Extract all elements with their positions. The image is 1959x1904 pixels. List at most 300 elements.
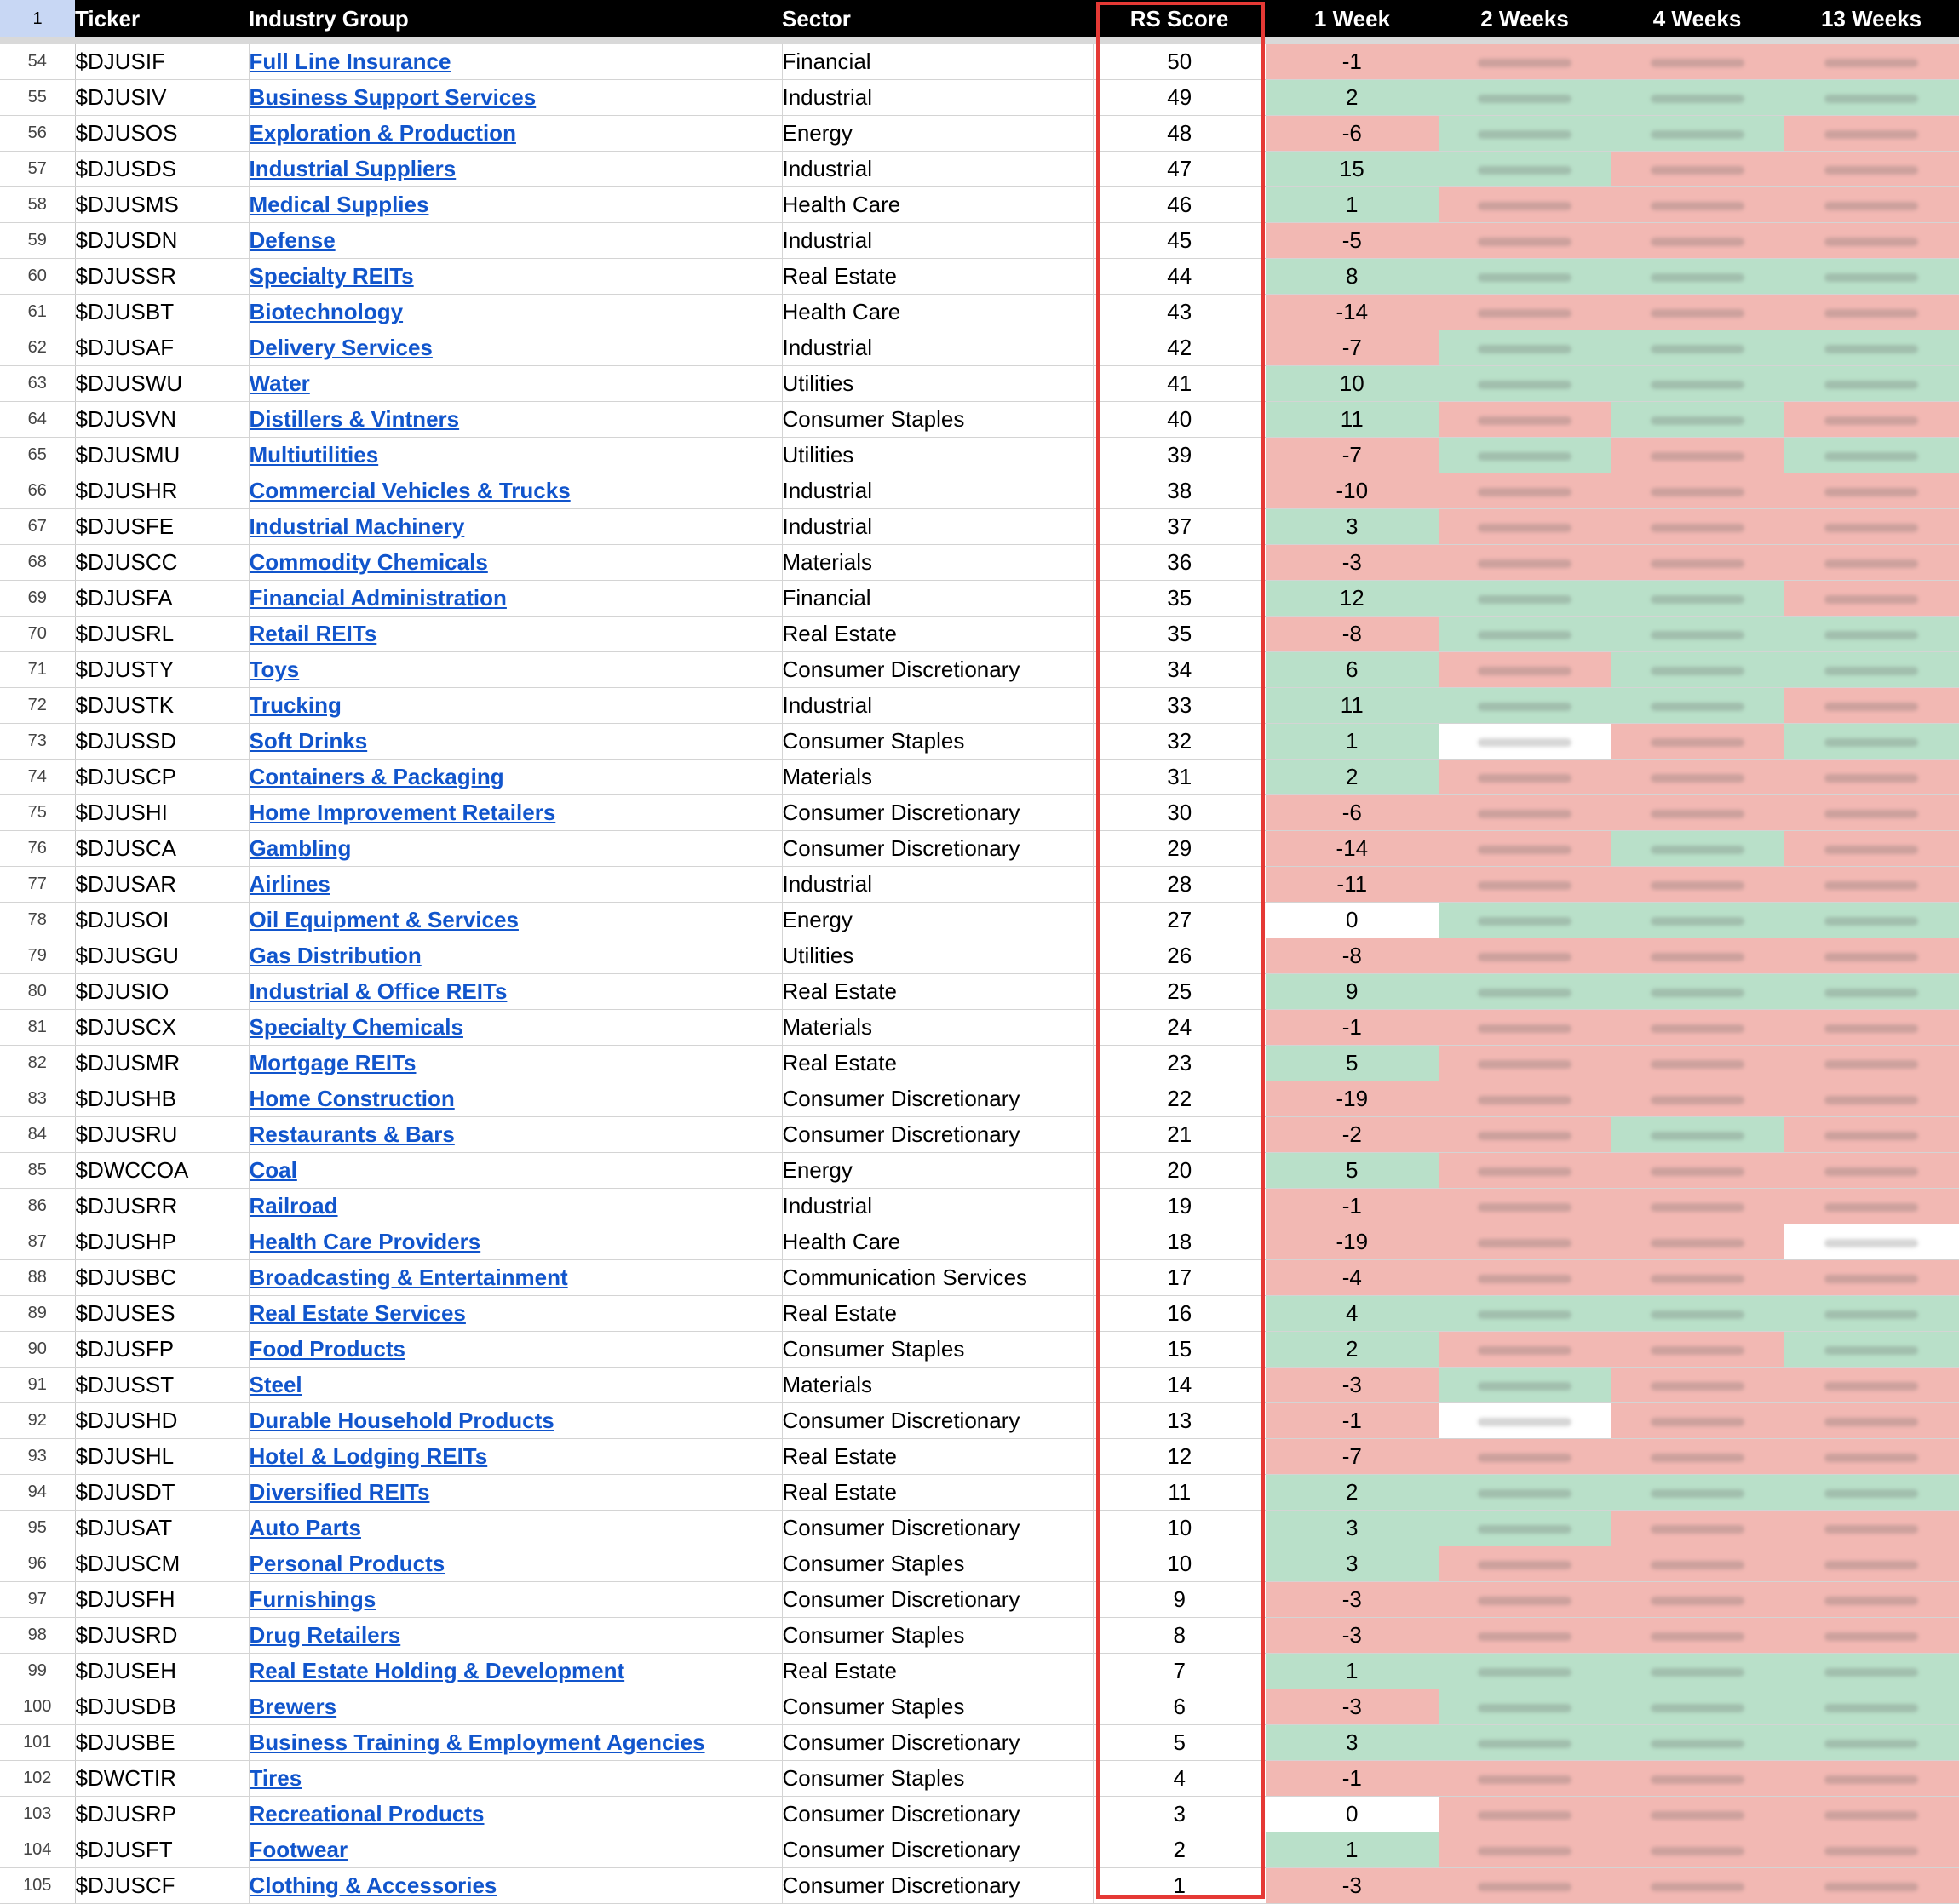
week2-change-cell[interactable] bbox=[1439, 473, 1611, 509]
table-row[interactable] bbox=[0, 223, 1959, 259]
rs-score-cell[interactable]: 10 bbox=[1093, 1511, 1266, 1546]
sector-cell[interactable]: Health Care bbox=[782, 295, 1093, 330]
industry-group-link[interactable]: Furnishings bbox=[249, 1586, 376, 1612]
week13-change-cell[interactable] bbox=[1784, 1081, 1959, 1117]
industry-group-link[interactable]: Distillers & Vintners bbox=[249, 406, 460, 432]
week1-change-cell[interactable]: -10 bbox=[1266, 473, 1439, 509]
sector-cell[interactable]: Industrial bbox=[782, 473, 1093, 509]
industry-group-cell[interactable] bbox=[249, 760, 782, 795]
sector-cell[interactable]: Materials bbox=[782, 545, 1093, 581]
week13-change-cell[interactable] bbox=[1784, 1224, 1959, 1260]
week1-change-cell[interactable]: 11 bbox=[1266, 688, 1439, 724]
industry-group-column-header[interactable]: Industry Group bbox=[249, 0, 782, 41]
rs-score-cell[interactable]: 18 bbox=[1093, 1224, 1266, 1260]
row-number[interactable]: 88 bbox=[0, 1260, 75, 1296]
sector-cell[interactable]: Industrial bbox=[782, 867, 1093, 903]
week13-change-cell[interactable] bbox=[1784, 1260, 1959, 1296]
week13-change-cell[interactable] bbox=[1784, 1117, 1959, 1153]
ticker-cell[interactable]: $DJUSST bbox=[75, 1368, 249, 1403]
industry-group-link[interactable]: Coal bbox=[249, 1157, 297, 1183]
ticker-cell[interactable]: $DJUSAT bbox=[75, 1511, 249, 1546]
week2-change-cell[interactable] bbox=[1439, 1546, 1611, 1582]
industry-group-cell[interactable] bbox=[249, 724, 782, 760]
week1-change-cell[interactable]: 4 bbox=[1266, 1296, 1439, 1332]
week4-change-cell[interactable] bbox=[1611, 509, 1784, 545]
week4-change-cell[interactable] bbox=[1611, 1868, 1784, 1904]
week4-change-cell[interactable] bbox=[1611, 1189, 1784, 1224]
week2-change-cell[interactable] bbox=[1439, 223, 1611, 259]
table-row[interactable] bbox=[0, 473, 1959, 509]
week4-change-cell[interactable] bbox=[1611, 1725, 1784, 1761]
ticker-cell[interactable]: $DJUSTK bbox=[75, 688, 249, 724]
week13-change-cell[interactable] bbox=[1784, 1654, 1959, 1689]
industry-group-cell[interactable] bbox=[249, 1832, 782, 1868]
industry-group-link[interactable]: Containers & Packaging bbox=[249, 764, 504, 789]
sector-cell[interactable]: Consumer Staples bbox=[782, 724, 1093, 760]
sector-cell[interactable]: Real Estate bbox=[782, 1475, 1093, 1511]
table-row[interactable] bbox=[0, 1582, 1959, 1618]
week4-change-cell[interactable] bbox=[1611, 1153, 1784, 1189]
rs-score-cell[interactable]: 29 bbox=[1093, 831, 1266, 867]
week2-change-cell[interactable] bbox=[1439, 152, 1611, 187]
ticker-cell[interactable]: $DJUSAR bbox=[75, 867, 249, 903]
industry-group-cell[interactable] bbox=[249, 1761, 782, 1797]
row-number[interactable]: 87 bbox=[0, 1224, 75, 1260]
industry-group-link[interactable]: Hotel & Lodging REITs bbox=[249, 1443, 488, 1469]
week1-change-cell[interactable]: 5 bbox=[1266, 1046, 1439, 1081]
week2-change-cell[interactable] bbox=[1439, 688, 1611, 724]
row-number[interactable]: 96 bbox=[0, 1546, 75, 1582]
week2-change-cell[interactable] bbox=[1439, 1725, 1611, 1761]
ticker-cell[interactable]: $DJUSFA bbox=[75, 581, 249, 617]
ticker-cell[interactable]: $DJUSRU bbox=[75, 1117, 249, 1153]
ticker-cell[interactable]: $DJUSHB bbox=[75, 1081, 249, 1117]
industry-group-link[interactable]: Railroad bbox=[249, 1193, 338, 1219]
week2-change-cell[interactable] bbox=[1439, 1618, 1611, 1654]
rs-score-cell[interactable]: 38 bbox=[1093, 473, 1266, 509]
industry-group-cell[interactable] bbox=[249, 1332, 782, 1368]
sector-cell[interactable]: Consumer Discretionary bbox=[782, 1117, 1093, 1153]
sector-cell[interactable]: Financial bbox=[782, 581, 1093, 617]
rs-score-cell[interactable]: 36 bbox=[1093, 545, 1266, 581]
week2-change-cell[interactable] bbox=[1439, 938, 1611, 974]
week1-change-cell[interactable]: -6 bbox=[1266, 116, 1439, 152]
ticker-cell[interactable]: $DJUSCA bbox=[75, 831, 249, 867]
week4-change-cell[interactable] bbox=[1611, 41, 1784, 80]
week2-change-cell[interactable] bbox=[1439, 1153, 1611, 1189]
row-number[interactable]: 85 bbox=[0, 1153, 75, 1189]
rs-score-cell[interactable]: 7 bbox=[1093, 1654, 1266, 1689]
week4-change-cell[interactable] bbox=[1611, 295, 1784, 330]
table-row[interactable] bbox=[0, 366, 1959, 402]
row-number[interactable]: 103 bbox=[0, 1797, 75, 1832]
ticker-cell[interactable]: $DJUSCX bbox=[75, 1010, 249, 1046]
week4-change-cell[interactable] bbox=[1611, 545, 1784, 581]
ticker-cell[interactable]: $DJUSFH bbox=[75, 1582, 249, 1618]
industry-group-link[interactable]: Soft Drinks bbox=[249, 728, 368, 754]
week1-change-cell[interactable]: -8 bbox=[1266, 617, 1439, 652]
rs-score-cell[interactable]: 1 bbox=[1093, 1868, 1266, 1904]
table-row[interactable] bbox=[0, 1832, 1959, 1868]
table-row[interactable] bbox=[0, 80, 1959, 116]
row-number[interactable]: 105 bbox=[0, 1868, 75, 1904]
week1-change-cell[interactable]: 3 bbox=[1266, 509, 1439, 545]
table-row[interactable] bbox=[0, 259, 1959, 295]
industry-group-cell[interactable] bbox=[249, 1296, 782, 1332]
industry-group-cell[interactable] bbox=[249, 617, 782, 652]
industry-group-cell[interactable] bbox=[249, 688, 782, 724]
sector-cell[interactable]: Utilities bbox=[782, 366, 1093, 402]
rs-score-cell[interactable]: 27 bbox=[1093, 903, 1266, 938]
week4-change-cell[interactable] bbox=[1611, 1511, 1784, 1546]
row-number[interactable]: 75 bbox=[0, 795, 75, 831]
row-number[interactable]: 86 bbox=[0, 1189, 75, 1224]
sector-cell[interactable]: Energy bbox=[782, 903, 1093, 938]
week4-column-header[interactable]: 4 Weeks bbox=[1611, 0, 1784, 41]
week2-change-cell[interactable] bbox=[1439, 760, 1611, 795]
row-number[interactable]: 54 bbox=[0, 41, 75, 80]
rs-score-cell[interactable]: 35 bbox=[1093, 581, 1266, 617]
row-number[interactable]: 102 bbox=[0, 1761, 75, 1797]
week2-change-cell[interactable] bbox=[1439, 1654, 1611, 1689]
ticker-cell[interactable]: $DJUSIV bbox=[75, 80, 249, 116]
sector-cell[interactable]: Energy bbox=[782, 1153, 1093, 1189]
week1-change-cell[interactable]: -1 bbox=[1266, 1403, 1439, 1439]
rs-score-cell[interactable]: 41 bbox=[1093, 366, 1266, 402]
ticker-cell[interactable]: $DJUSDT bbox=[75, 1475, 249, 1511]
week13-change-cell[interactable] bbox=[1784, 724, 1959, 760]
industry-group-cell[interactable] bbox=[249, 974, 782, 1010]
sector-cell[interactable]: Real Estate bbox=[782, 1439, 1093, 1475]
row-number[interactable]: 84 bbox=[0, 1117, 75, 1153]
ticker-cell[interactable]: $DJUSGU bbox=[75, 938, 249, 974]
week4-change-cell[interactable] bbox=[1611, 1046, 1784, 1081]
row-number[interactable]: 80 bbox=[0, 974, 75, 1010]
week4-change-cell[interactable] bbox=[1611, 1832, 1784, 1868]
row-number[interactable]: 83 bbox=[0, 1081, 75, 1117]
ticker-cell[interactable]: $DJUSRD bbox=[75, 1618, 249, 1654]
ticker-cell[interactable]: $DJUSHP bbox=[75, 1224, 249, 1260]
sector-cell[interactable]: Industrial bbox=[782, 152, 1093, 187]
week1-change-cell[interactable]: 0 bbox=[1266, 903, 1439, 938]
rs-score-cell[interactable]: 26 bbox=[1093, 938, 1266, 974]
rs-score-cell[interactable]: 23 bbox=[1093, 1046, 1266, 1081]
table-row[interactable] bbox=[0, 795, 1959, 831]
sector-cell[interactable]: Energy bbox=[782, 116, 1093, 152]
week13-change-cell[interactable] bbox=[1784, 831, 1959, 867]
table-row[interactable] bbox=[0, 1081, 1959, 1117]
ticker-cell[interactable]: $DJUSFT bbox=[75, 1832, 249, 1868]
industry-group-cell[interactable] bbox=[249, 1689, 782, 1725]
industry-group-link[interactable]: Recreational Products bbox=[249, 1801, 485, 1827]
sector-cell[interactable]: Real Estate bbox=[782, 259, 1093, 295]
rs-score-cell[interactable]: 14 bbox=[1093, 1368, 1266, 1403]
week1-change-cell[interactable]: -14 bbox=[1266, 831, 1439, 867]
ticker-cell[interactable]: $DJUSFE bbox=[75, 509, 249, 545]
row-number[interactable]: 57 bbox=[0, 152, 75, 187]
week13-change-cell[interactable] bbox=[1784, 1511, 1959, 1546]
row-number[interactable]: 91 bbox=[0, 1368, 75, 1403]
week1-change-cell[interactable]: -3 bbox=[1266, 1368, 1439, 1403]
week13-change-cell[interactable] bbox=[1784, 1582, 1959, 1618]
industry-group-link[interactable]: Real Estate Services bbox=[249, 1300, 466, 1326]
ticker-cell[interactable]: $DWCCOA bbox=[75, 1153, 249, 1189]
week2-change-cell[interactable] bbox=[1439, 330, 1611, 366]
week4-change-cell[interactable] bbox=[1611, 903, 1784, 938]
industry-group-link[interactable]: Commodity Chemicals bbox=[249, 549, 488, 575]
rs-score-cell[interactable]: 37 bbox=[1093, 509, 1266, 545]
industry-group-link[interactable]: Diversified REITs bbox=[249, 1479, 430, 1505]
sector-cell[interactable]: Consumer Staples bbox=[782, 402, 1093, 438]
week4-change-cell[interactable] bbox=[1611, 330, 1784, 366]
ticker-column-header[interactable]: Ticker bbox=[75, 0, 249, 41]
row-number[interactable]: 61 bbox=[0, 295, 75, 330]
week2-change-cell[interactable] bbox=[1439, 1475, 1611, 1511]
table-row[interactable] bbox=[0, 402, 1959, 438]
industry-group-cell[interactable] bbox=[249, 187, 782, 223]
week13-change-cell[interactable] bbox=[1784, 1368, 1959, 1403]
week2-change-cell[interactable] bbox=[1439, 1511, 1611, 1546]
ticker-cell[interactable]: $DJUSHR bbox=[75, 473, 249, 509]
sector-cell[interactable]: Real Estate bbox=[782, 617, 1093, 652]
industry-group-cell[interactable] bbox=[249, 1010, 782, 1046]
rs-score-cell[interactable]: 48 bbox=[1093, 116, 1266, 152]
rs-score-cell[interactable]: 46 bbox=[1093, 187, 1266, 223]
industry-group-link[interactable]: Home Improvement Retailers bbox=[249, 800, 556, 825]
row-number[interactable]: 97 bbox=[0, 1582, 75, 1618]
industry-group-link[interactable]: Personal Products bbox=[249, 1551, 445, 1576]
week1-change-cell[interactable]: 0 bbox=[1266, 1797, 1439, 1832]
rs-score-cell[interactable]: 21 bbox=[1093, 1117, 1266, 1153]
week13-change-cell[interactable] bbox=[1784, 1010, 1959, 1046]
industry-group-link[interactable]: Gas Distribution bbox=[249, 943, 422, 968]
week4-change-cell[interactable] bbox=[1611, 1546, 1784, 1582]
week13-change-cell[interactable] bbox=[1784, 1439, 1959, 1475]
week2-change-cell[interactable] bbox=[1439, 116, 1611, 152]
sector-cell[interactable]: Consumer Discretionary bbox=[782, 1582, 1093, 1618]
week1-change-cell[interactable]: 8 bbox=[1266, 259, 1439, 295]
week13-change-cell[interactable] bbox=[1784, 41, 1959, 80]
week4-change-cell[interactable] bbox=[1611, 1224, 1784, 1260]
industry-group-cell[interactable] bbox=[249, 1582, 782, 1618]
week2-change-cell[interactable] bbox=[1439, 1260, 1611, 1296]
table-row[interactable] bbox=[0, 152, 1959, 187]
week13-change-cell[interactable] bbox=[1784, 1296, 1959, 1332]
industry-group-cell[interactable] bbox=[249, 1046, 782, 1081]
sector-cell[interactable]: Communication Services bbox=[782, 1260, 1093, 1296]
week2-change-cell[interactable] bbox=[1439, 1046, 1611, 1081]
industry-group-link[interactable]: Mortgage REITs bbox=[249, 1050, 417, 1075]
week13-change-cell[interactable] bbox=[1784, 366, 1959, 402]
industry-group-cell[interactable] bbox=[249, 1868, 782, 1904]
table-row[interactable] bbox=[0, 1046, 1959, 1081]
table-row[interactable] bbox=[0, 1546, 1959, 1582]
sector-cell[interactable]: Health Care bbox=[782, 187, 1093, 223]
week2-change-cell[interactable] bbox=[1439, 1296, 1611, 1332]
week2-change-cell[interactable] bbox=[1439, 867, 1611, 903]
week1-change-cell[interactable]: -6 bbox=[1266, 795, 1439, 831]
row-number[interactable]: 94 bbox=[0, 1475, 75, 1511]
week1-change-cell[interactable]: -3 bbox=[1266, 1868, 1439, 1904]
rs-score-cell[interactable]: 10 bbox=[1093, 1546, 1266, 1582]
week2-change-cell[interactable] bbox=[1439, 295, 1611, 330]
industry-group-link[interactable]: Food Products bbox=[249, 1336, 405, 1362]
week4-change-cell[interactable] bbox=[1611, 688, 1784, 724]
industry-group-cell[interactable] bbox=[249, 938, 782, 974]
rs-score-cell[interactable]: 16 bbox=[1093, 1296, 1266, 1332]
ticker-cell[interactable]: $DJUSOS bbox=[75, 116, 249, 152]
week1-change-cell[interactable]: 1 bbox=[1266, 187, 1439, 223]
week13-change-cell[interactable] bbox=[1784, 795, 1959, 831]
week13-change-cell[interactable] bbox=[1784, 1332, 1959, 1368]
ticker-cell[interactable]: $DJUSTY bbox=[75, 652, 249, 688]
rs-score-cell[interactable]: 25 bbox=[1093, 974, 1266, 1010]
week4-change-cell[interactable] bbox=[1611, 652, 1784, 688]
week4-change-cell[interactable] bbox=[1611, 1010, 1784, 1046]
week13-change-cell[interactable] bbox=[1784, 760, 1959, 795]
industry-group-cell[interactable] bbox=[249, 903, 782, 938]
industry-group-link[interactable]: Oil Equipment & Services bbox=[249, 907, 519, 932]
week1-change-cell[interactable]: 10 bbox=[1266, 366, 1439, 402]
table-row[interactable] bbox=[0, 1010, 1959, 1046]
week1-change-cell[interactable]: 1 bbox=[1266, 1832, 1439, 1868]
industry-group-cell[interactable] bbox=[249, 795, 782, 831]
table-row[interactable] bbox=[0, 1618, 1959, 1654]
rs-score-cell[interactable]: 15 bbox=[1093, 1332, 1266, 1368]
sector-cell[interactable]: Industrial bbox=[782, 1189, 1093, 1224]
industry-group-cell[interactable] bbox=[249, 652, 782, 688]
week13-change-cell[interactable] bbox=[1784, 581, 1959, 617]
week2-change-cell[interactable] bbox=[1439, 1582, 1611, 1618]
rs-score-cell[interactable]: 47 bbox=[1093, 152, 1266, 187]
sector-cell[interactable]: Consumer Staples bbox=[782, 1332, 1093, 1368]
row-number[interactable]: 58 bbox=[0, 187, 75, 223]
week4-change-cell[interactable] bbox=[1611, 795, 1784, 831]
week13-change-cell[interactable] bbox=[1784, 152, 1959, 187]
industry-group-cell[interactable] bbox=[249, 402, 782, 438]
week4-change-cell[interactable] bbox=[1611, 187, 1784, 223]
table-row[interactable] bbox=[0, 1797, 1959, 1832]
ticker-cell[interactable]: $DJUSVN bbox=[75, 402, 249, 438]
sector-cell[interactable]: Industrial bbox=[782, 330, 1093, 366]
industry-group-cell[interactable] bbox=[249, 259, 782, 295]
table-row[interactable] bbox=[0, 1761, 1959, 1797]
week2-change-cell[interactable] bbox=[1439, 1224, 1611, 1260]
rs-score-cell[interactable]: 9 bbox=[1093, 1582, 1266, 1618]
week1-change-cell[interactable]: 1 bbox=[1266, 1654, 1439, 1689]
week13-change-cell[interactable] bbox=[1784, 1797, 1959, 1832]
week1-change-cell[interactable]: -1 bbox=[1266, 41, 1439, 80]
week13-change-cell[interactable] bbox=[1784, 259, 1959, 295]
row-number[interactable]: 62 bbox=[0, 330, 75, 366]
sector-cell[interactable]: Industrial bbox=[782, 223, 1093, 259]
industry-group-link[interactable]: Clothing & Accessories bbox=[249, 1872, 497, 1898]
week4-change-cell[interactable] bbox=[1611, 581, 1784, 617]
week1-change-cell[interactable]: -4 bbox=[1266, 1260, 1439, 1296]
rs-score-cell[interactable]: 42 bbox=[1093, 330, 1266, 366]
row-number[interactable]: 82 bbox=[0, 1046, 75, 1081]
row-number[interactable]: 90 bbox=[0, 1332, 75, 1368]
industry-group-link[interactable]: Real Estate Holding & Development bbox=[249, 1658, 625, 1683]
table-row[interactable] bbox=[0, 760, 1959, 795]
ticker-cell[interactable]: $DJUSDN bbox=[75, 223, 249, 259]
week2-change-cell[interactable] bbox=[1439, 187, 1611, 223]
table-row[interactable] bbox=[0, 509, 1959, 545]
rs-score-cell[interactable]: 35 bbox=[1093, 617, 1266, 652]
week4-change-cell[interactable] bbox=[1611, 473, 1784, 509]
week1-change-cell[interactable]: -19 bbox=[1266, 1081, 1439, 1117]
industry-group-cell[interactable] bbox=[249, 1546, 782, 1582]
row-number[interactable]: 56 bbox=[0, 116, 75, 152]
industry-group-link[interactable]: Defense bbox=[249, 227, 336, 253]
week2-change-cell[interactable] bbox=[1439, 1010, 1611, 1046]
week13-change-cell[interactable] bbox=[1784, 1153, 1959, 1189]
rs-score-cell[interactable]: 30 bbox=[1093, 795, 1266, 831]
industry-group-cell[interactable] bbox=[249, 1260, 782, 1296]
sector-cell[interactable]: Consumer Discretionary bbox=[782, 1511, 1093, 1546]
row-number[interactable]: 93 bbox=[0, 1439, 75, 1475]
industry-group-link[interactable]: Industrial Suppliers bbox=[249, 156, 457, 181]
ticker-cell[interactable]: $DJUSCF bbox=[75, 1868, 249, 1904]
sector-cell[interactable]: Health Care bbox=[782, 1224, 1093, 1260]
industry-group-link[interactable]: Medical Supplies bbox=[249, 192, 429, 217]
industry-group-link[interactable]: Financial Administration bbox=[249, 585, 507, 611]
rs-score-cell[interactable]: 22 bbox=[1093, 1081, 1266, 1117]
industry-group-link[interactable]: Biotechnology bbox=[249, 299, 404, 324]
week2-change-cell[interactable] bbox=[1439, 1403, 1611, 1439]
week1-change-cell[interactable]: -1 bbox=[1266, 1010, 1439, 1046]
sector-cell[interactable]: Industrial bbox=[782, 688, 1093, 724]
row-number[interactable]: 77 bbox=[0, 867, 75, 903]
industry-group-link[interactable]: Tires bbox=[249, 1765, 302, 1791]
rs-score-column-header[interactable]: RS Score bbox=[1093, 0, 1266, 41]
week2-change-cell[interactable] bbox=[1439, 41, 1611, 80]
table-row[interactable] bbox=[0, 652, 1959, 688]
week2-change-cell[interactable] bbox=[1439, 1439, 1611, 1475]
industry-group-link[interactable]: Steel bbox=[249, 1372, 302, 1397]
industry-group-cell[interactable] bbox=[249, 116, 782, 152]
table-row[interactable] bbox=[0, 581, 1959, 617]
week1-change-cell[interactable]: 2 bbox=[1266, 1332, 1439, 1368]
row-number[interactable]: 63 bbox=[0, 366, 75, 402]
rs-score-cell[interactable]: 5 bbox=[1093, 1725, 1266, 1761]
row-number[interactable]: 79 bbox=[0, 938, 75, 974]
week1-change-cell[interactable]: 2 bbox=[1266, 1475, 1439, 1511]
table-row[interactable] bbox=[0, 41, 1959, 80]
industry-group-cell[interactable] bbox=[249, 80, 782, 116]
week4-change-cell[interactable] bbox=[1611, 1296, 1784, 1332]
week1-change-cell[interactable]: 2 bbox=[1266, 760, 1439, 795]
week13-change-cell[interactable] bbox=[1784, 80, 1959, 116]
industry-group-link[interactable]: Business Support Services bbox=[249, 84, 537, 110]
industry-group-cell[interactable] bbox=[249, 1117, 782, 1153]
week1-change-cell[interactable]: -3 bbox=[1266, 1618, 1439, 1654]
week4-change-cell[interactable] bbox=[1611, 152, 1784, 187]
ticker-cell[interactable]: $DJUSBC bbox=[75, 1260, 249, 1296]
table-row[interactable] bbox=[0, 1403, 1959, 1439]
table-row[interactable] bbox=[0, 1368, 1959, 1403]
week4-change-cell[interactable] bbox=[1611, 1117, 1784, 1153]
week1-change-cell[interactable]: -1 bbox=[1266, 1761, 1439, 1797]
industry-group-cell[interactable] bbox=[249, 295, 782, 330]
week2-change-cell[interactable] bbox=[1439, 652, 1611, 688]
rs-score-cell[interactable]: 20 bbox=[1093, 1153, 1266, 1189]
row-number[interactable]: 92 bbox=[0, 1403, 75, 1439]
week1-change-cell[interactable]: 15 bbox=[1266, 152, 1439, 187]
ticker-cell[interactable]: $DJUSIF bbox=[75, 41, 249, 80]
table-row[interactable] bbox=[0, 1224, 1959, 1260]
sector-cell[interactable]: Consumer Discretionary bbox=[782, 1725, 1093, 1761]
